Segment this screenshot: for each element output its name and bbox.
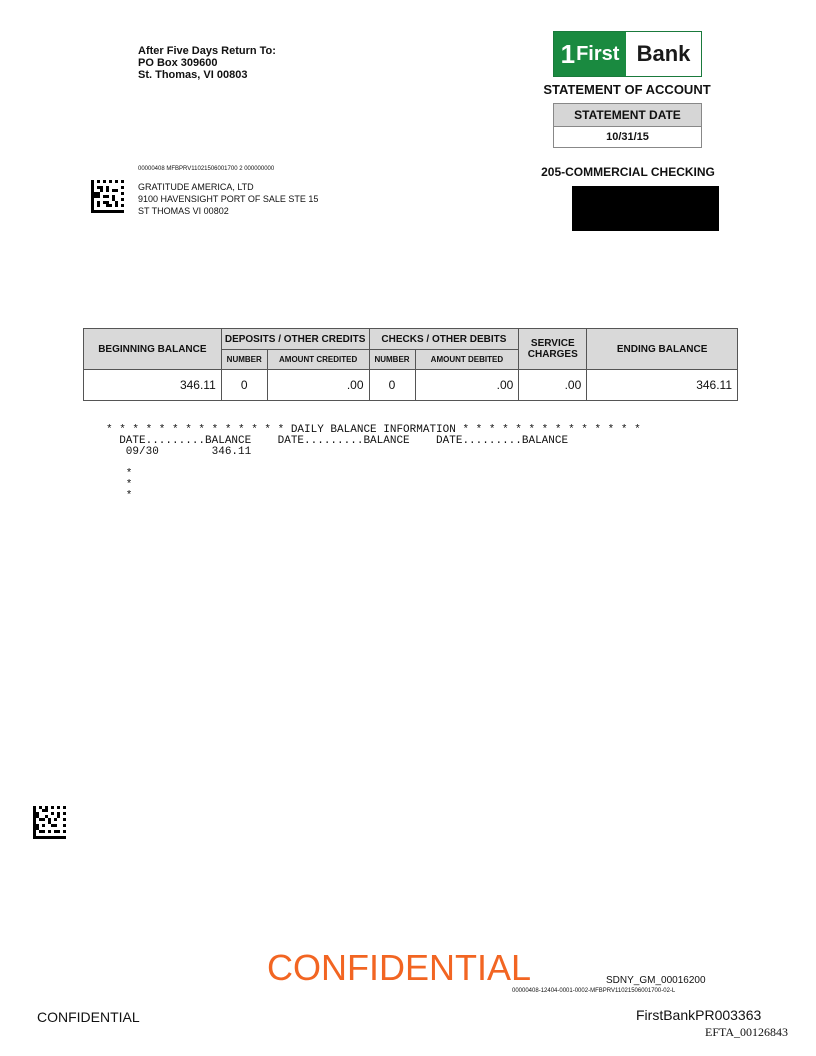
bank-logo — [553, 31, 702, 77]
header-deposits-number: NUMBER — [221, 350, 267, 370]
table-row — [84, 370, 738, 401]
statement-date-label: STATEMENT DATE — [554, 104, 701, 127]
daily-balance-stars: * * * — [125, 468, 133, 502]
beginning-balance-value: 346.11 — [84, 370, 222, 401]
datamatrix-barcode-icon — [33, 806, 66, 839]
amount-debited-value: .00 — [415, 370, 519, 401]
deposits-number-value: 0 — [221, 370, 267, 401]
checks-number-value: 0 — [369, 370, 415, 401]
return-address-line2: PO Box 309600 — [138, 57, 218, 69]
daily-balance-header: * * * * * * * * * * * * * * DAILY BALANCE INFORMATION * * * * * * * * * * * * * * — [106, 424, 641, 436]
document-code: 00000408-12404-0001-0002-MFBPRV11021506001700-02-L — [512, 988, 676, 994]
mailing-line1: GRATITUDE AMERICA, LTD — [138, 182, 254, 192]
logo-left — [554, 32, 626, 76]
return-address-line3: St. Thomas, VI 00803 — [138, 69, 248, 81]
ending-balance-value: 346.11 — [587, 370, 738, 401]
redaction-box — [572, 186, 719, 231]
header-service-charges: SERVICE CHARGES — [519, 329, 587, 370]
mailing-code: 00000408 MFBPRV11021506001700 2 000000000 — [138, 166, 275, 172]
header-deposits: DEPOSITS / OTHER CREDITS — [221, 329, 369, 350]
service-charges-value: .00 — [519, 370, 587, 401]
sdny-number: SDNY_GM_00016200 — [606, 975, 706, 986]
confidential-label: CONFIDENTIAL — [37, 1009, 140, 1025]
bates-number: FirstBankPR003363 — [636, 1007, 762, 1023]
datamatrix-barcode-icon — [91, 180, 124, 213]
logo-one-glyph: 1 — [560, 38, 576, 69]
header-checks-number: NUMBER — [369, 350, 415, 370]
statement-date-box — [553, 103, 702, 148]
efta-number: EFTA_00126843 — [705, 1025, 789, 1039]
logo-first: First — [576, 42, 620, 65]
header-beginning-balance: BEGINNING BALANCE — [84, 329, 222, 370]
return-address — [138, 45, 276, 81]
return-address-line1: After Five Days Return To: — [138, 45, 276, 57]
daily-balance-information — [106, 425, 641, 502]
account-type: 205-COMMERCIAL CHECKING — [541, 165, 715, 179]
logo-right: Bank — [626, 32, 701, 76]
confidential-stamp: CONFIDENTIAL — [267, 947, 532, 988]
header-ending-balance: ENDING BALANCE — [587, 329, 738, 370]
header-amount-credited: AMOUNT CREDITED — [267, 350, 369, 370]
mailing-line2: 9100 HAVENSIGHT PORT OF SALE STE 15 — [138, 194, 319, 204]
mailing-line3: ST THOMAS VI 00802 — [138, 206, 229, 216]
mailing-address — [138, 181, 318, 217]
header-checks: CHECKS / OTHER DEBITS — [369, 329, 519, 350]
amount-credited-value: .00 — [267, 370, 369, 401]
daily-balance-row: 09/30 346.11 — [106, 446, 252, 458]
header-amount-debited: AMOUNT DEBITED — [415, 350, 519, 370]
account-summary-table — [83, 328, 738, 401]
daily-balance-columns: DATE.........BALANCE DATE.........BALANCE DATE.........BALANCE — [106, 435, 569, 447]
statement-date-value: 10/31/15 — [606, 131, 649, 143]
statement-title: STATEMENT OF ACCOUNT — [543, 82, 711, 97]
